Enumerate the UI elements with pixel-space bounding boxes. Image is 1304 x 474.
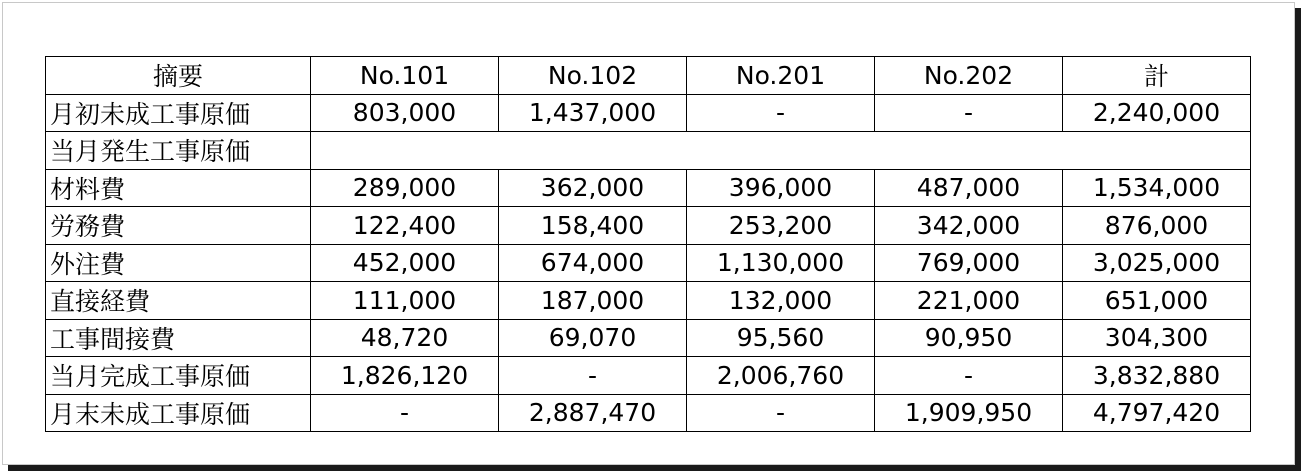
row-label: 直接経費: [46, 282, 311, 320]
table-row: [46, 207, 1251, 245]
cell-value: 2,006,760: [687, 357, 875, 395]
cell-value: 69,070: [499, 319, 687, 357]
cell-value: 221,000: [875, 282, 1063, 320]
cell-value: 452,000: [311, 244, 499, 282]
document-frame: [2, 2, 1295, 465]
cell-value: -: [875, 94, 1063, 132]
cell-value: 1,909,950: [875, 394, 1063, 432]
cell-total: 3,832,880: [1063, 357, 1251, 395]
cell-value: -: [687, 394, 875, 432]
cell-value: 362,000: [499, 169, 687, 207]
header-no102: No.102: [499, 57, 687, 95]
cell-value: 122,400: [311, 207, 499, 245]
cost-table: [45, 56, 1251, 432]
cell-value: 769,000: [875, 244, 1063, 282]
cell-value: 1,826,120: [311, 357, 499, 395]
cell-total: 3,025,000: [1063, 244, 1251, 282]
row-label: 外注費: [46, 244, 311, 282]
header-total: 計: [1063, 57, 1251, 95]
table-row-section: [46, 132, 1251, 170]
header-no202: No.202: [875, 57, 1063, 95]
cell-total: 1,534,000: [1063, 169, 1251, 207]
cell-value: 342,000: [875, 207, 1063, 245]
cell-value: -: [499, 357, 687, 395]
row-label: 材料費: [46, 169, 311, 207]
row-label: 月末未成工事原価: [46, 394, 311, 432]
header-summary: 摘要: [46, 57, 311, 95]
row-label: 工事間接費: [46, 319, 311, 357]
header-row: [46, 57, 1251, 95]
cell-value: 289,000: [311, 169, 499, 207]
table-row: [46, 319, 1251, 357]
cell-total: 4,797,420: [1063, 394, 1251, 432]
cell-value: 2,887,470: [499, 394, 687, 432]
cell-value: 48,720: [311, 319, 499, 357]
cell-value: 253,200: [687, 207, 875, 245]
cell-value: 187,000: [499, 282, 687, 320]
cell-value: 487,000: [875, 169, 1063, 207]
table-row: [46, 244, 1251, 282]
cell-total: 2,240,000: [1063, 94, 1251, 132]
cell-value: 132,000: [687, 282, 875, 320]
table-row: [46, 94, 1251, 132]
cell-value: 111,000: [311, 282, 499, 320]
empty-merged-cell: [311, 132, 1251, 170]
cell-value: 95,560: [687, 319, 875, 357]
header-no101: No.101: [311, 57, 499, 95]
row-label: 労務費: [46, 207, 311, 245]
cell-value: 803,000: [311, 94, 499, 132]
row-label: 月初未成工事原価: [46, 94, 311, 132]
cell-value: 158,400: [499, 207, 687, 245]
header-no201: No.201: [687, 57, 875, 95]
cell-total: 651,000: [1063, 282, 1251, 320]
table-row: [46, 282, 1251, 320]
cell-total: 304,300: [1063, 319, 1251, 357]
row-label: 当月発生工事原価: [46, 132, 311, 170]
cell-value: -: [875, 357, 1063, 395]
cell-value: 90,950: [875, 319, 1063, 357]
table-row: [46, 357, 1251, 395]
cell-total: 876,000: [1063, 207, 1251, 245]
row-label: 当月完成工事原価: [46, 357, 311, 395]
cell-value: -: [311, 394, 499, 432]
table-row: [46, 169, 1251, 207]
cell-value: 1,130,000: [687, 244, 875, 282]
cell-value: -: [687, 94, 875, 132]
cell-value: 674,000: [499, 244, 687, 282]
cell-value: 1,437,000: [499, 94, 687, 132]
cell-value: 396,000: [687, 169, 875, 207]
table-row: [46, 394, 1251, 432]
